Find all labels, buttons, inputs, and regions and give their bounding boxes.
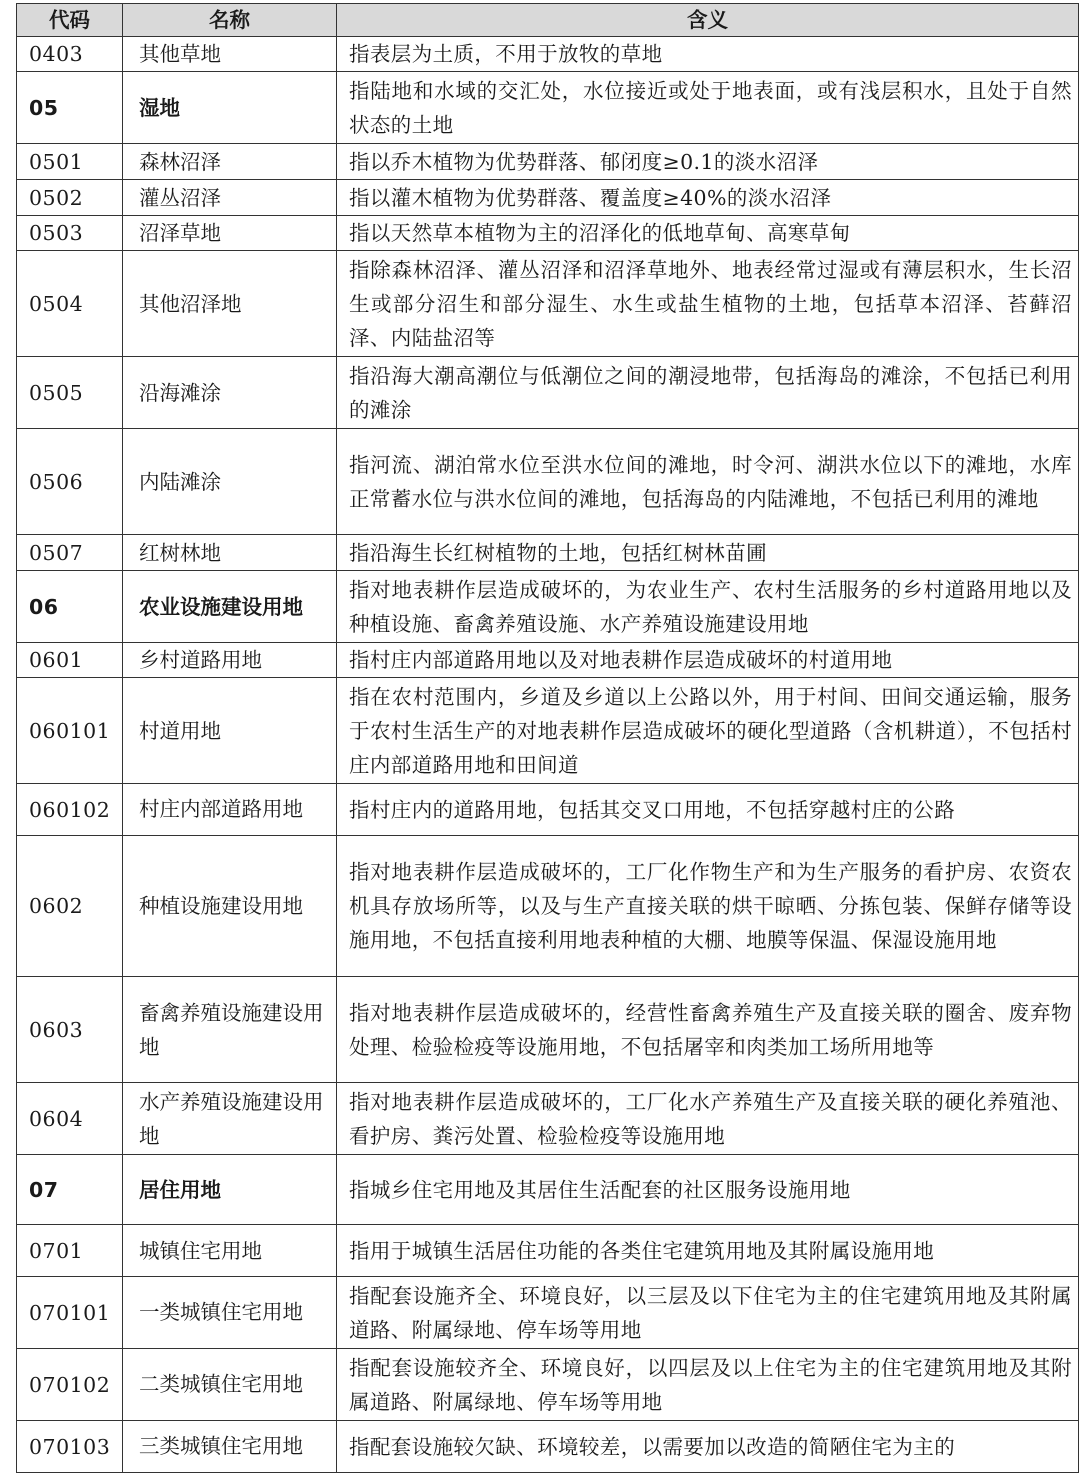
row-code: 0601 (17, 643, 123, 678)
table-row (17, 216, 1079, 251)
row-name: 二类城镇住宅用地 (123, 1349, 337, 1421)
row-meaning: 指以天然草本植物为主的沼泽化的低地草甸、高寒草甸 (337, 216, 1079, 251)
row-meaning: 指城乡住宅用地及其居住生活配套的社区服务设施用地 (337, 1155, 1079, 1225)
row-code: 0403 (17, 37, 123, 72)
row-name: 其他草地 (123, 37, 337, 72)
row-name: 内陆滩涂 (123, 429, 337, 535)
row-code: 0506 (17, 429, 123, 535)
row-name: 一类城镇住宅用地 (123, 1277, 337, 1349)
table-row (17, 37, 1079, 72)
row-code: 0503 (17, 216, 123, 251)
table-row (17, 535, 1079, 571)
row-meaning: 指河流、湖泊常水位至洪水位间的滩地，时令河、湖洪水位以下的滩地，水库正常蓄水位与洪水位间的滩地，包括海岛的内陆滩地，不包括已利用的滩地 (337, 429, 1079, 535)
table-row (17, 251, 1079, 357)
row-code: 07 (17, 1155, 123, 1225)
row-meaning: 指对地表耕作层造成破坏的，为农业生产、农村生活服务的乡村道路用地以及种植设施、畜禽养殖设施、水产养殖设施建设用地 (337, 571, 1079, 643)
row-meaning: 指对地表耕作层造成破坏的，工厂化水产养殖生产及直接关联的硬化养殖池、看护房、粪污处置、检验检疫等设施用地 (337, 1083, 1079, 1155)
table-row (17, 1277, 1079, 1349)
row-meaning: 指村庄内的道路用地，包括其交叉口用地，不包括穿越村庄的公路 (337, 784, 1079, 836)
row-name: 乡村道路用地 (123, 643, 337, 678)
row-code: 06 (17, 571, 123, 643)
row-meaning: 指沿海生长红树植物的土地，包括红树林苗圃 (337, 535, 1079, 571)
row-code: 0505 (17, 357, 123, 429)
row-code: 070102 (17, 1349, 123, 1421)
row-name: 村道用地 (123, 678, 337, 784)
row-code: 0604 (17, 1083, 123, 1155)
row-meaning: 指对地表耕作层造成破坏的，工厂化作物生产和为生产服务的看护房、农资农机具存放场所等，以及与生产直接关联的烘干晾晒、分拣包装、保鲜存储等设施用地，不包括直接利用地表种植的大棚、地膜等保温、保湿设施用地 (337, 836, 1079, 977)
row-code: 0502 (17, 180, 123, 216)
header-meaning: 含义 (337, 4, 1079, 37)
row-name: 沼泽草地 (123, 216, 337, 251)
row-name: 水产养殖设施建设用地 (123, 1083, 337, 1155)
row-name: 沿海滩涂 (123, 357, 337, 429)
row-name: 畜禽养殖设施建设用地 (123, 977, 337, 1083)
row-code: 0602 (17, 836, 123, 977)
table-row (17, 72, 1079, 144)
table-row (17, 144, 1079, 180)
row-name: 森林沼泽 (123, 144, 337, 180)
row-name: 种植设施建设用地 (123, 836, 337, 977)
row-code: 060102 (17, 784, 123, 836)
row-code: 05 (17, 72, 123, 144)
table-row (17, 571, 1079, 643)
row-code: 0701 (17, 1225, 123, 1277)
row-code: 070101 (17, 1277, 123, 1349)
table-row (17, 1225, 1079, 1277)
row-name: 灌丛沼泽 (123, 180, 337, 216)
row-name: 农业设施建设用地 (123, 571, 337, 643)
row-meaning: 指除森林沼泽、灌丛沼泽和沼泽草地外、地表经常过湿或有薄层积水，生长沼生或部分沼生和部分湿生、水生或盐生植物的土地，包括草本沼泽、苔藓沼泽、内陆盐沼等 (337, 251, 1079, 357)
row-meaning: 指配套设施较齐全、环境良好，以四层及以上住宅为主的住宅建筑用地及其附属道路、附属绿地、停车场等用地 (337, 1349, 1079, 1421)
row-meaning: 指陆地和水域的交汇处，水位接近或处于地表面，或有浅层积水，且处于自然状态的土地 (337, 72, 1079, 144)
row-meaning: 指以灌木植物为优势群落、覆盖度≥40%的淡水沼泽 (337, 180, 1079, 216)
land-use-classification-table (16, 3, 1079, 1473)
row-meaning: 指沿海大潮高潮位与低潮位之间的潮浸地带，包括海岛的滩涂，不包括已利用的滩涂 (337, 357, 1079, 429)
row-code: 060101 (17, 678, 123, 784)
row-meaning: 指以乔木植物为优势群落、郁闭度≥0.1的淡水沼泽 (337, 144, 1079, 180)
table-row (17, 1421, 1079, 1473)
table-row (17, 836, 1079, 977)
table-row (17, 678, 1079, 784)
row-meaning: 指对地表耕作层造成破坏的，经营性畜禽养殖生产及直接关联的圈舍、废弃物处理、检验检疫等设施用地，不包括屠宰和肉类加工场所用地等 (337, 977, 1079, 1083)
row-meaning: 指村庄内部道路用地以及对地表耕作层造成破坏的村道用地 (337, 643, 1079, 678)
row-code: 070103 (17, 1421, 123, 1473)
table-row (17, 180, 1079, 216)
table-row (17, 643, 1079, 678)
table-header-row (17, 4, 1079, 37)
table-row (17, 1083, 1079, 1155)
row-meaning: 指配套设施齐全、环境良好，以三层及以下住宅为主的住宅建筑用地及其附属道路、附属绿地、停车场等用地 (337, 1277, 1079, 1349)
row-name: 红树林地 (123, 535, 337, 571)
table-row (17, 357, 1079, 429)
table-row (17, 1349, 1079, 1421)
header-name: 名称 (123, 4, 337, 37)
row-name: 其他沼泽地 (123, 251, 337, 357)
row-code: 0603 (17, 977, 123, 1083)
row-meaning: 指用于城镇生活居住功能的各类住宅建筑用地及其附属设施用地 (337, 1225, 1079, 1277)
row-meaning: 指在农村范围内，乡道及乡道以上公路以外，用于村间、田间交通运输，服务于农村生活生产的对地表耕作层造成破坏的硬化型道路（含机耕道），不包括村庄内部道路用地和田间道 (337, 678, 1079, 784)
table-row (17, 1155, 1079, 1225)
row-name: 村庄内部道路用地 (123, 784, 337, 836)
row-code: 0501 (17, 144, 123, 180)
row-meaning: 指配套设施较欠缺、环境较差，以需要加以改造的简陋住宅为主的 (337, 1421, 1079, 1473)
row-code: 0507 (17, 535, 123, 571)
header-code: 代码 (17, 4, 123, 37)
row-code: 0504 (17, 251, 123, 357)
row-name: 城镇住宅用地 (123, 1225, 337, 1277)
table-row (17, 977, 1079, 1083)
row-meaning: 指表层为土质，不用于放牧的草地 (337, 37, 1079, 72)
row-name: 湿地 (123, 72, 337, 144)
table-row (17, 784, 1079, 836)
table-row (17, 429, 1079, 535)
row-name: 居住用地 (123, 1155, 337, 1225)
row-name: 三类城镇住宅用地 (123, 1421, 337, 1473)
